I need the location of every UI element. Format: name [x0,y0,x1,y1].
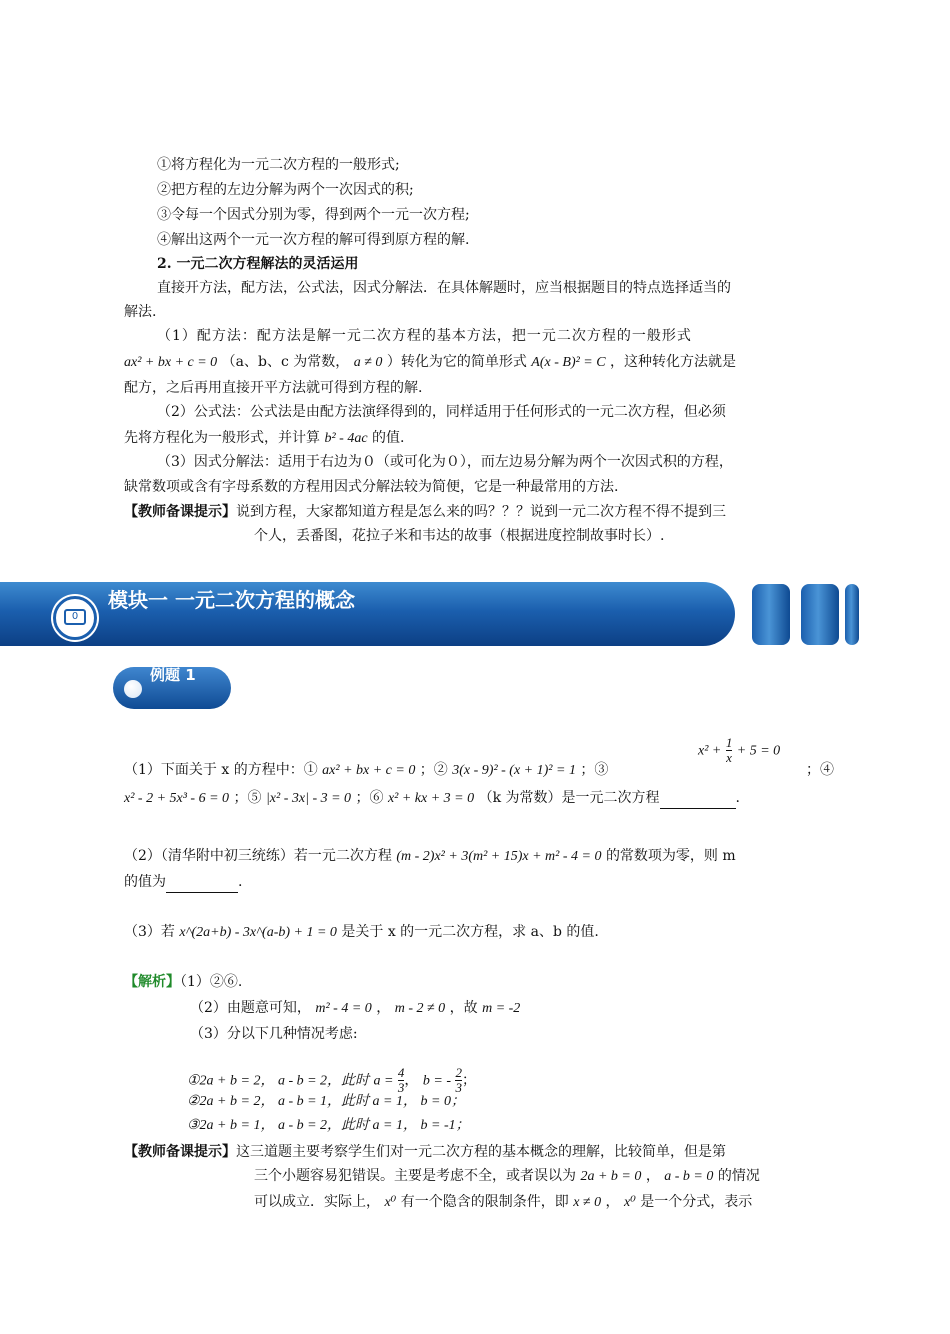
math: x⁰ [624,1195,636,1210]
step-4: ④解出这两个一元一次方程的解可得到原方程的解. [157,232,470,248]
teacher-tip-2-line-2 [254,1166,760,1187]
text: 的常数项为零，则 m [605,848,736,864]
math: a = [373,1073,394,1089]
decor-bar [845,584,859,645]
numerator: 2 [455,1065,462,1080]
equation-1: ax² + bx + c = 0 [322,763,416,778]
method-1-line-1: （1）配方法：配方法是解一元二次方程的基本方法，把一元二次方程的一般形式 [157,328,692,344]
equation-6: x² + kx + 3 = 0 [387,791,475,806]
text: 三个小题容易犯错误。主要是考虑不全，或者误以为 [254,1168,576,1184]
decor-bar [801,584,839,645]
text: 的值. [371,430,405,446]
intro-text-2: 解法. [124,304,157,320]
case-1 [187,1066,476,1095]
teacher-tip-1-cont: 个人，丢番图，花拉子米和韦达的故事（根据进度控制故事时长）. [254,528,665,544]
text: . [238,874,243,890]
a-nonzero-condition: a ≠ 0 [353,355,383,370]
general-form-equation: ax² + bx + c = 0 [124,355,218,370]
answer-blank [660,788,736,809]
case-2: ②2a + b = 2， a - b = 1，此时 a = 1， b = 0； [187,1094,465,1109]
method-1-line-3: 配方，之后再用直接开平方法就可得到方程的解. [124,380,423,396]
bullet-icon [124,680,142,698]
example-label: 例题 1 [150,666,196,684]
teacher-tip-text: 这三道题主要考察学生们对一元二次方程的基本概念的理解，比较简单，但是第 [236,1144,726,1160]
text: 可以成立．实际上， [254,1194,380,1210]
step-2: ②把方程的左边分解为两个一次因式的积; [157,182,414,198]
discriminant: b² - 4ac [324,431,368,446]
equation-2: 3(x - 9)² - (x + 1)² = 1 [452,763,576,778]
equation-5: |x² - 3x| - 3 = 0 [265,791,352,806]
method-2-line-1: （2）公式法：公式法是由配方法演绎得到的，同样适用于任何形式的一元二次方程，但必须 [157,404,726,420]
method-3-line-2: 缺常数项或含有字母系数的方程用因式分解法较为简便，它是一种最常用的方法. [124,479,619,495]
case-3: ③2a + b = 1， a - b = 2，此时 a = 1， b = -1； [187,1118,470,1133]
text: 的情况 [717,1168,760,1184]
text: ； [461,1072,476,1089]
fraction [726,736,733,765]
text: 是关于 x 的一元二次方程，求 a、b 的值. [341,924,599,940]
teacher-tip-label: 【教师备课提示】 [124,1144,236,1160]
math: m - 2 ≠ 0 [394,1001,446,1016]
computer-icon [53,596,97,640]
text: 的值为 [124,874,166,890]
method-3-line-1: （3）因式分解法：适用于右边为０（或可化为０），而左边易分解为两个一次因式积的方程， [157,454,733,470]
text: （3）若 [124,924,175,940]
text: ；⑤ [233,790,262,806]
text: ；② [419,762,448,778]
icon-glyph: 0 [64,609,86,625]
solution-label: 【解析】 [124,974,180,990]
math: x ≠ 0 [573,1195,602,1210]
equation-q2: (m - 2)x² + 3(m² + 15)x + m² - 4 = 0 [396,849,602,864]
answer-blank [166,872,238,893]
teacher-tip-2-line-3 [254,1192,752,1213]
text: . [735,790,740,806]
solution-1 [124,972,242,992]
text: ， [645,1168,660,1184]
problem-3 [124,922,599,943]
text: ；⑥ [355,790,384,806]
text: ， [605,1194,620,1210]
solution-2 [190,998,520,1019]
math: a - b = 0 [664,1169,714,1184]
intro-text-1: 直接开方法，配方法，公式法，因式分解法．在具体解题时，应当根据题目的特点选择适当的 [157,280,731,296]
math: 2a + b = 0 [580,1169,642,1184]
section-heading: 2. 一元二次方程解法的灵活运用 [157,256,359,272]
method-2-line-2 [124,428,404,449]
step-3: ③令每一个因式分别为零，得到两个一元一次方程; [157,207,470,223]
text: ， [404,1072,419,1089]
teacher-tip-text: 说到方程，大家都知道方程是怎么来的吗？？？说到一元二次方程不得不提到三 [236,504,726,520]
text: ）转化为它的简单形式 [386,354,527,370]
decor-bar [752,584,790,645]
text: ，这种转化方法就是 [610,354,737,370]
denominator: 3 [455,1080,462,1095]
text: （2）由题意可知， [190,1000,311,1016]
problem-2-line-2 [124,872,242,893]
denominator: x [726,750,732,765]
text: 先将方程化为一般形式，并计算 [124,430,320,446]
math: m² - 4 = 0 [315,1001,372,1016]
teacher-tip-label: 【教师备课提示】 [124,504,236,520]
problem-2-line-1 [124,846,736,867]
text: 有一个隐含的限制条件，即 [400,1194,569,1210]
step-1: ①将方程化为一元二次方程的一般形式; [157,157,400,173]
teacher-tip-2 [124,1142,726,1162]
text: ①2a + b = 2， a - b = 2，此时 [187,1073,370,1089]
math: x⁰ [384,1195,397,1210]
module-title: 模块一 一元二次方程的概念 [108,588,355,612]
simple-form-equation: A(x - B)² = C [531,355,606,370]
problem-1-line-1 [124,760,608,781]
text: ；③ [580,762,609,778]
eq3-part: + 5 = 0 [736,743,781,759]
text: （a、b、c 为常数， [221,354,350,370]
equation-3 [698,736,780,765]
equation-4: x² - 2 + 5x³ - 6 = 0 [124,791,230,806]
teacher-tip-1 [124,502,726,522]
denominator: 3 [397,1080,405,1095]
text: （1）②⑥. [180,974,243,990]
text: ，故 [449,1000,478,1016]
text: （2）（清华附中初三统练）若一元二次方程 [124,848,392,864]
math: m = -2 [482,1001,521,1016]
sep-4: ；④ [806,762,834,778]
math: b = - [422,1073,451,1089]
solution-3: （3）分以下几种情况考虑: [190,1026,358,1042]
numerator: 4 [397,1065,405,1080]
method-1-line-2 [124,352,736,373]
text: （1）下面关于 x 的方程中：① [124,762,318,778]
problem-1-line-2 [124,788,740,809]
eq3-part: x² + [698,743,722,759]
text: 是一个分式，表示 [640,1194,753,1210]
text: （k 为常数）是一元二次方程 [478,790,660,806]
numerator: 1 [725,735,733,750]
text: ， [376,1000,391,1016]
equation-q3: x^(2a+b) - 3x^(a-b) + 1 = 0 [179,925,337,940]
